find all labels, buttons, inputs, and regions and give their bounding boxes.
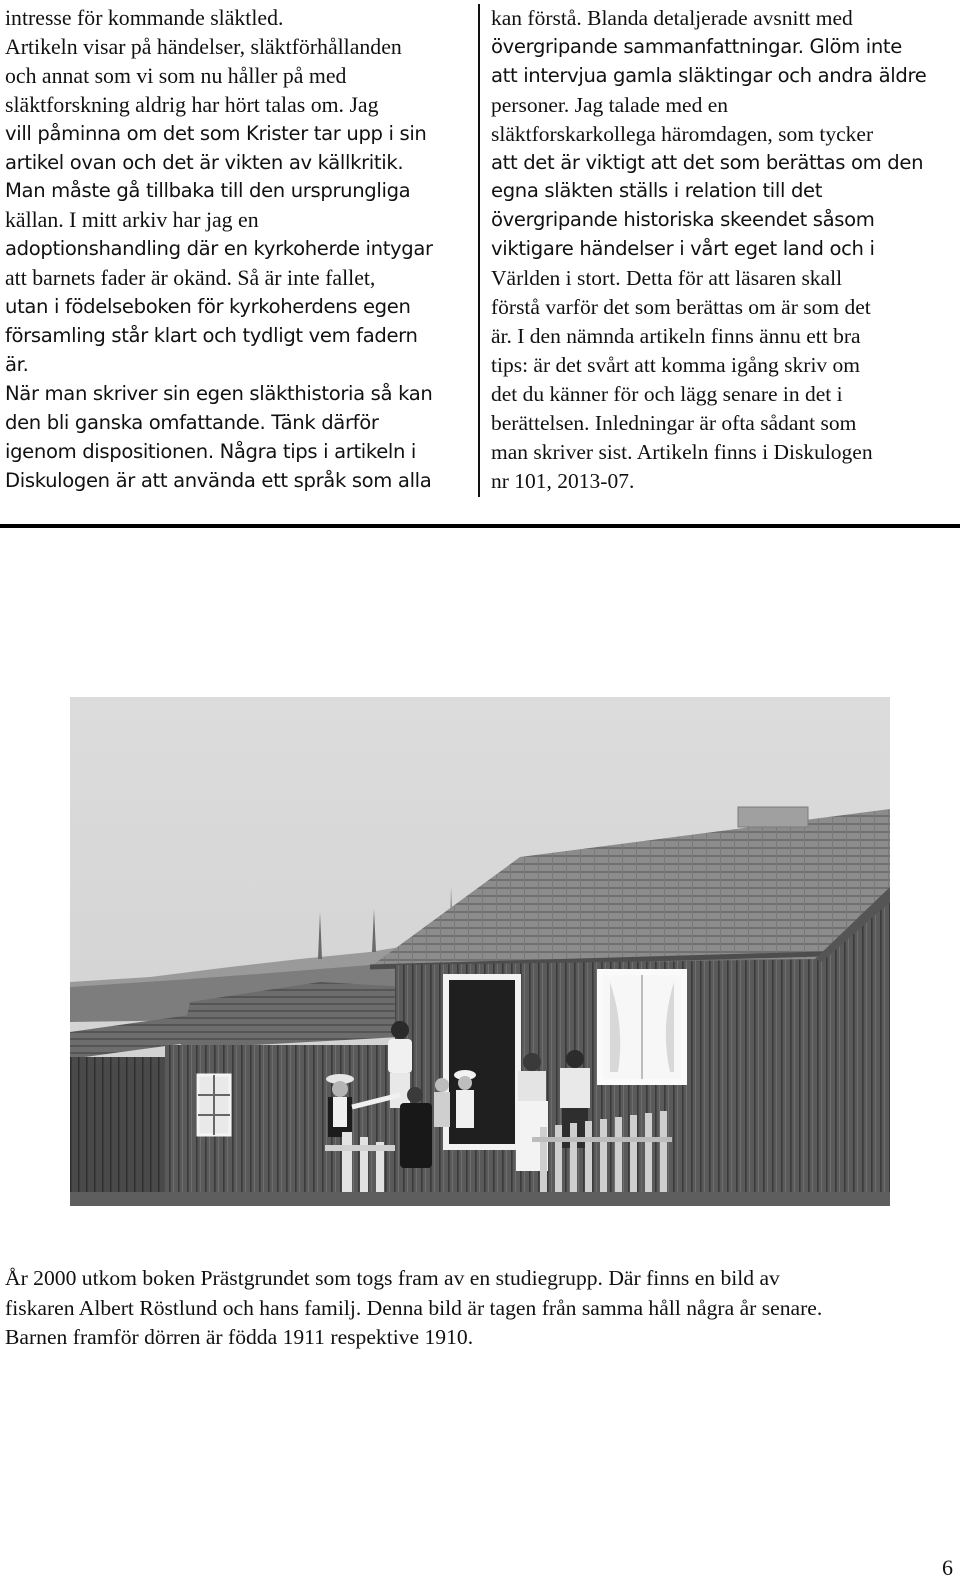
left-text-column [5, 4, 465, 495]
text-line: släktforskning aldrig har hört talas om. Jag [5, 92, 379, 117]
text-line: att intervjua gamla släktingar och andra äldre [491, 63, 927, 87]
text-line: den bli ganska omfattande. Tänk därför [5, 410, 379, 434]
text-line: viktigare händelser i vårt eget land och i [491, 237, 875, 261]
text-line: adoptionshandling där en kyrkoherde intygar [5, 237, 433, 261]
page-number: 6 [942, 1555, 953, 1580]
text-line: berättelsen. Inledningar är ofta sådant som [491, 410, 857, 435]
text-line: att det är viktigt att det som berättas om den [491, 150, 924, 174]
text-line: Världen i stort. Detta för att läsaren skall [491, 266, 843, 291]
text-line: utan i födelseboken för kyrkoherdens egen [5, 295, 411, 319]
text-line: källan. I mitt arkiv har jag en [5, 208, 259, 233]
text-line: är. I den nämnda artikeln finns ännu ett bra [491, 323, 861, 348]
text-line: och annat som vi som nu håller på med [5, 63, 347, 88]
caption-line: fiskaren Albert Röstlund och hans familj. Denna bild är tagen från samma håll några år senare. [5, 1295, 823, 1320]
text-line: nr 101, 2013-07. [491, 468, 635, 493]
text-line: personer. Jag talade med en [491, 92, 729, 117]
text-line: vill påminna om det som Krister tar upp i sin [5, 121, 427, 145]
text-line: Artikeln visar på händelser, släktförhållanden [5, 34, 402, 59]
text-line: församling står klart och tydligt vem fadern [5, 323, 418, 347]
section-divider [0, 524, 960, 528]
column-divider [478, 4, 480, 497]
text-line: att barnets fader är okänd. Så är inte fallet, [5, 266, 376, 291]
text-line: igenom dispositionen. Några tips i artikeln i [5, 439, 417, 463]
right-text-column [491, 4, 956, 495]
text-line: artikel ovan och det är vikten av källkritik. [5, 150, 404, 174]
caption-line: År 2000 utkom boken Prästgrundet som togs fram av en studiegrupp. Där finns en bild av [5, 1266, 780, 1290]
text-line: När man skriver sin egen släkthistoria så kan [5, 381, 433, 405]
text-line: man skriver sist. Artikeln finns i Diskulogen [491, 439, 873, 464]
text-line: intresse för kommande släktled. [5, 6, 284, 30]
house-photograph [70, 697, 890, 1206]
text-line: övergripande historiska skeendet såsom [491, 208, 875, 232]
text-line: övergripande sammanfattningar. Glöm inte [491, 34, 902, 58]
text-line: kan förstå. Blanda detaljerade avsnitt med [491, 6, 853, 30]
text-line: släktforskarkollega häromdagen, som tycker [491, 121, 874, 146]
text-line: Diskulogen är att använda ett språk som alla [5, 468, 432, 492]
text-line: det du känner för och lägg senare in det i [491, 381, 843, 406]
text-line: är. [5, 352, 29, 376]
text-line: egna släkten ställs i relation till det [491, 179, 823, 203]
text-line: Man måste gå tillbaka till den ursprungliga [5, 179, 411, 203]
photo-caption [5, 1264, 960, 1353]
text-line: förstå varför det som berättas om är som det [491, 295, 871, 320]
caption-line: Barnen framför dörren är födda 1911 respektive 1910. [5, 1325, 474, 1350]
text-line: tips: är det svårt att komma igång skriv om [491, 352, 861, 377]
